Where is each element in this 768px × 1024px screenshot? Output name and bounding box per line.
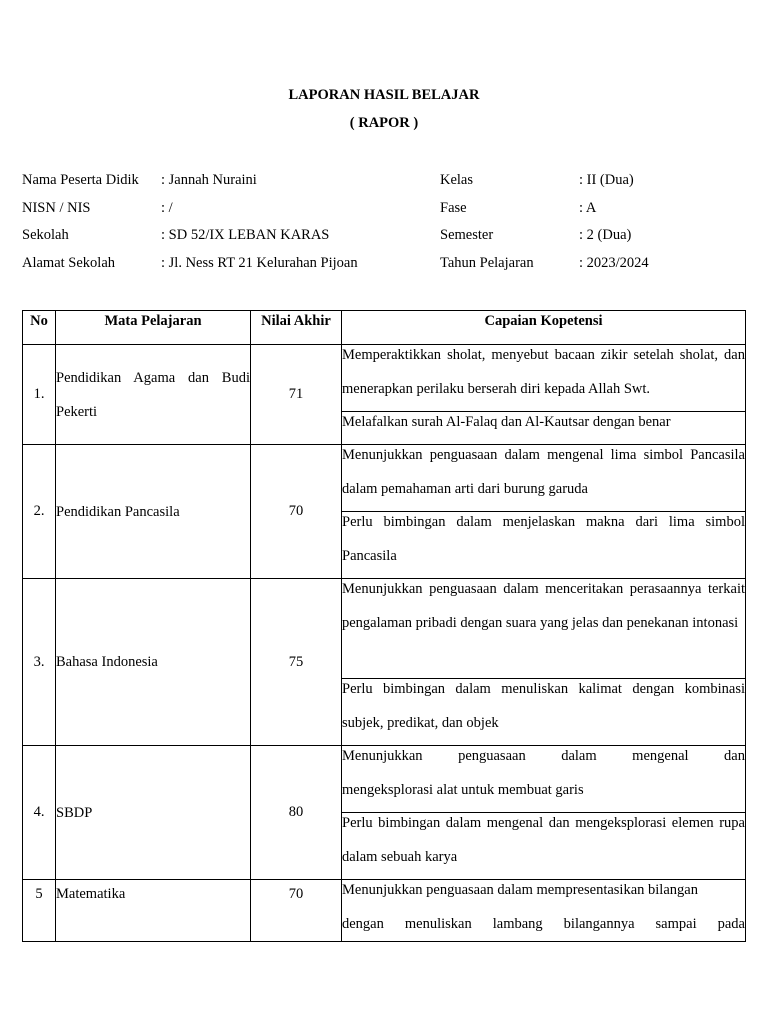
report-title: LAPORAN HASIL BELAJAR bbox=[288, 87, 480, 103]
competency-text: Melafalkan surah Al-Falaq dan Al-Kautsar dengan benar bbox=[342, 414, 671, 430]
table-row bbox=[23, 579, 746, 679]
row-number: 1. bbox=[23, 345, 56, 445]
phase-label: Fase bbox=[440, 199, 467, 216]
final-grade: 75 bbox=[251, 579, 342, 746]
competency-achievement bbox=[342, 746, 746, 813]
school-address-value: : Jl. Ness RT 21 Kelurahan Pijoan bbox=[161, 254, 358, 271]
info-row bbox=[22, 200, 752, 228]
competency-achievement bbox=[342, 579, 746, 679]
competency-achievement bbox=[342, 345, 746, 412]
class-value: : II (Dua) bbox=[579, 172, 634, 188]
competency-text bbox=[342, 740, 745, 807]
report-subtitle: ( RAPOR ) bbox=[349, 115, 419, 131]
competency-text-line: mengeksplorasi alat untuk membuat garis bbox=[342, 781, 584, 798]
final-grade: 71 bbox=[251, 345, 342, 445]
subject-name: Pendidikan Pancasila bbox=[56, 445, 251, 579]
info-row bbox=[22, 227, 752, 255]
semester-label: Semester bbox=[440, 227, 494, 243]
competency-achievement bbox=[342, 445, 746, 512]
student-name-label: Nama Peserta Didik bbox=[22, 172, 139, 188]
competency-text bbox=[342, 874, 745, 941]
competency-text: Perlu bimbingan dalam menuliskan kalimat dengan kombinasi subjek, predikat, dan objek bbox=[342, 681, 745, 731]
subject-name bbox=[56, 345, 251, 445]
class-label: Kelas bbox=[440, 172, 474, 188]
student-info bbox=[22, 172, 752, 282]
final-grade: 70 bbox=[251, 445, 342, 579]
competency-text: Perlu bimbingan dalam menjelaskan makna dari lima simbol Pancasila bbox=[342, 514, 745, 564]
table-row bbox=[23, 345, 746, 412]
competency-achievement bbox=[342, 512, 746, 579]
school-address-label: Alamat Sekolah bbox=[22, 254, 116, 271]
header-competency: Capaian Kopetensi bbox=[342, 311, 746, 345]
phase-value: : A bbox=[579, 199, 597, 216]
row-number: 2. bbox=[23, 445, 56, 579]
header-no: No bbox=[23, 311, 56, 345]
competency-text: Menunjukkan penguasaan dalam mengenal lima simbol Pancasila dalam pemahaman arti dari burung garuda bbox=[342, 447, 745, 497]
subject-name-line: Pendidikan Agama dan Budi bbox=[56, 369, 250, 386]
competency-text: Menunjukkan penguasaan dalam menceritakan perasaannya terkait pengalaman pribadi dengan suara yang jelas dan penekanan intonasi bbox=[342, 581, 745, 631]
header-subject: Mata Pelajaran bbox=[56, 311, 251, 345]
subject-name: Matematika bbox=[56, 880, 251, 942]
subject-name: Bahasa Indonesia bbox=[56, 579, 251, 746]
semester-value: : 2 (Dua) bbox=[579, 227, 632, 243]
academic-year-value: : 2023/2024 bbox=[579, 254, 649, 271]
student-name-value: : Jannah Nuraini bbox=[161, 172, 257, 188]
subject-name-line: Pekerti bbox=[56, 403, 98, 420]
school-label: Sekolah bbox=[22, 227, 69, 243]
competency-text-line: dengan menuliskan lambang bilangannya sampai pada bbox=[342, 915, 745, 932]
table-row bbox=[23, 746, 746, 813]
table-row bbox=[23, 445, 746, 512]
nisn-label: NISN / NIS bbox=[22, 199, 91, 216]
grades-table bbox=[22, 310, 746, 942]
academic-year-label: Tahun Pelajaran bbox=[440, 254, 534, 271]
table-row bbox=[23, 880, 746, 942]
row-number: 4. bbox=[23, 746, 56, 880]
final-grade: 80 bbox=[251, 746, 342, 880]
competency-achievement bbox=[342, 813, 746, 880]
info-row bbox=[22, 255, 752, 283]
competency-achievement bbox=[342, 679, 746, 746]
header-grade: Nilai Akhir bbox=[251, 311, 342, 345]
info-row bbox=[22, 172, 752, 200]
subject-name: SBDP bbox=[56, 746, 251, 880]
row-number: 3. bbox=[23, 579, 56, 746]
nisn-value: : / bbox=[161, 199, 173, 216]
competency-achievement bbox=[342, 880, 746, 942]
competency-text-line: Menunjukkan penguasaan dalam mengenal dan bbox=[342, 748, 745, 764]
school-value: : SD 52/IX LEBAN KARAS bbox=[161, 227, 330, 243]
row-number: 5 bbox=[23, 880, 56, 942]
competency-text: Memperaktikkan sholat, menyebut bacaan zikir setelah sholat, dan menerapkan perilaku berserah diri kepada Allah Swt. bbox=[342, 347, 745, 397]
competency-text-line: Menunjukkan penguasaan dalam mempresentasikan bilangan bbox=[342, 882, 698, 898]
final-grade: 70 bbox=[251, 880, 342, 942]
competency-text: Perlu bimbingan dalam mengenal dan mengeksplorasi elemen rupa dalam sebuah karya bbox=[342, 815, 745, 865]
